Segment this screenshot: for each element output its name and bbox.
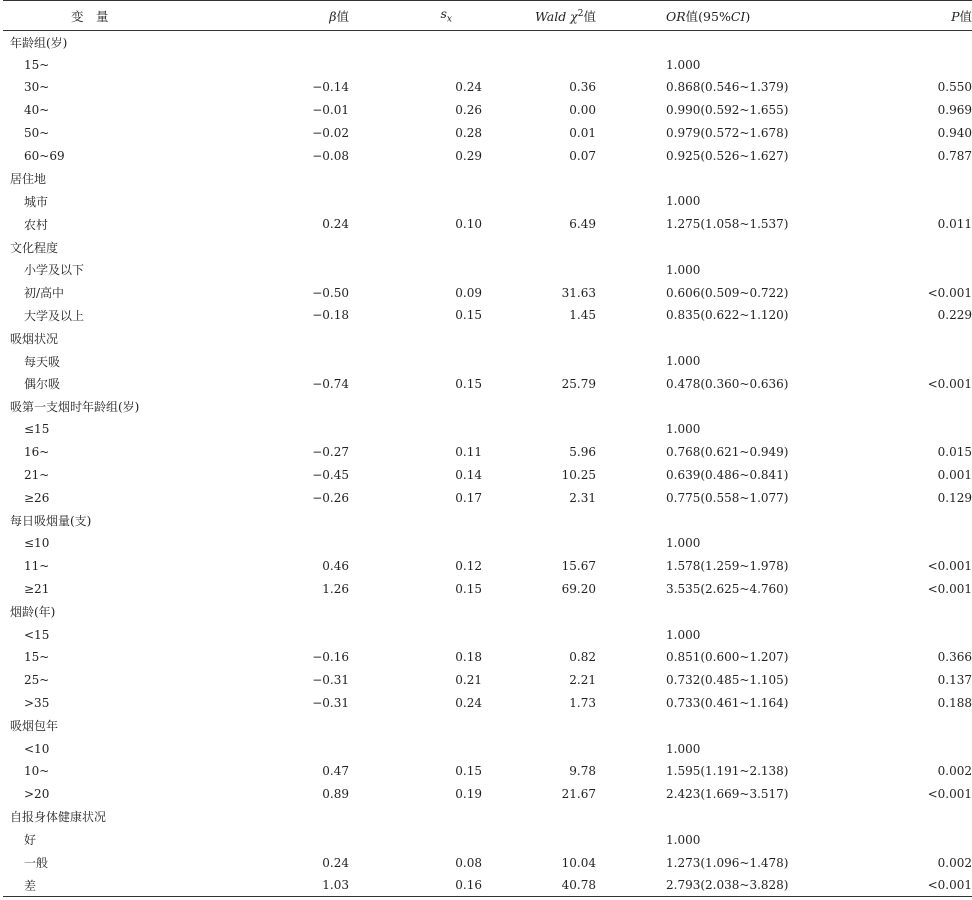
table-row bbox=[3, 144, 972, 167]
table-row bbox=[3, 623, 972, 646]
level-label: 50~ bbox=[24, 126, 50, 141]
wald-cell: 2.21 bbox=[569, 673, 596, 688]
or-ci-cell: 1.000 bbox=[666, 627, 701, 642]
level-label: 农村 bbox=[24, 217, 49, 232]
wald-cell: 2.31 bbox=[569, 490, 596, 505]
p-value-cell: <0.001 bbox=[927, 376, 972, 391]
wald-cell: 0.36 bbox=[569, 80, 596, 95]
or-ci-cell: 0.775(0.558~1.077) bbox=[666, 490, 789, 505]
or-ci-cell: 1.275(1.058~1.537) bbox=[666, 217, 789, 232]
level-label: 11~ bbox=[24, 559, 50, 574]
wald-cell bbox=[482, 53, 596, 76]
table-row bbox=[3, 258, 972, 281]
level-label: >20 bbox=[24, 787, 50, 802]
header-wald-suffix: 值 bbox=[583, 8, 596, 24]
se-cell: 0.09 bbox=[455, 285, 482, 300]
header-se-symbol: s bbox=[440, 6, 447, 22]
se-cell: 0.21 bbox=[455, 673, 482, 688]
se-cell: 0.16 bbox=[349, 874, 482, 897]
header-se-subscript: x bbox=[446, 14, 452, 25]
or-ci-cell: 0.733(0.461~1.164) bbox=[666, 696, 789, 710]
beta-cell: −0.14 bbox=[312, 80, 349, 95]
p-value-cell: <0.001 bbox=[927, 559, 972, 574]
header-variable bbox=[3, 1, 271, 31]
p-value-cell bbox=[902, 190, 972, 213]
header-variable-text: 变 量 bbox=[71, 8, 109, 24]
level-label: <15 bbox=[24, 627, 50, 642]
wald-cell: 6.49 bbox=[569, 217, 596, 232]
p-value-cell: <0.001 bbox=[927, 582, 972, 597]
p-value-cell: 0.787 bbox=[937, 148, 972, 163]
beta-cell: −0.08 bbox=[312, 148, 349, 163]
beta-cell: −0.18 bbox=[312, 308, 349, 323]
table-header bbox=[3, 1, 972, 31]
beta-cell bbox=[271, 190, 349, 213]
p-value-cell: 0.002 bbox=[937, 764, 972, 779]
table-row bbox=[3, 441, 972, 464]
beta-cell: −0.26 bbox=[312, 490, 349, 505]
group-row bbox=[3, 509, 972, 532]
level-label: <10 bbox=[24, 741, 50, 756]
p-value-cell: 0.015 bbox=[937, 445, 972, 460]
header-p-symbol: P bbox=[951, 8, 960, 24]
p-value-cell: 0.137 bbox=[937, 673, 972, 688]
wald-cell: 0.82 bbox=[569, 650, 596, 665]
level-label: 30~ bbox=[24, 80, 50, 95]
header-se bbox=[349, 1, 482, 31]
header-or-symbol: OR bbox=[666, 8, 686, 24]
group-label: 自报身体健康状况 bbox=[10, 810, 107, 825]
group-label: 吸第一支烟时年龄组(岁) bbox=[10, 400, 140, 415]
table-row bbox=[3, 532, 972, 555]
beta-cell: 0.24 bbox=[322, 855, 349, 870]
wald-cell: 0.07 bbox=[569, 148, 596, 163]
level-label: 大学及以上 bbox=[24, 308, 85, 323]
table-row bbox=[3, 486, 972, 509]
wald-cell: 21.67 bbox=[561, 787, 596, 802]
beta-cell bbox=[271, 53, 349, 76]
se-cell: 0.15 bbox=[455, 764, 482, 779]
wald-cell bbox=[482, 532, 596, 555]
or-ci-cell: 1.000 bbox=[666, 741, 701, 756]
beta-cell: 0.24 bbox=[322, 217, 349, 232]
header-row bbox=[3, 1, 972, 31]
or-ci-cell: 1.578(1.259~1.978) bbox=[666, 559, 789, 574]
p-value-cell: 0.550 bbox=[937, 80, 972, 95]
table-row bbox=[3, 281, 972, 304]
or-ci-cell: 0.835(0.622~1.120) bbox=[666, 308, 789, 323]
wald-cell: 31.63 bbox=[561, 285, 596, 300]
beta-cell bbox=[271, 350, 349, 373]
wald-cell: 25.79 bbox=[561, 376, 596, 391]
table-row bbox=[3, 578, 972, 601]
beta-cell bbox=[271, 418, 349, 441]
or-ci-cell: 1.273(1.096~1.478) bbox=[666, 855, 789, 870]
wald-cell: 69.20 bbox=[561, 582, 596, 597]
p-value-cell bbox=[902, 258, 972, 281]
level-label: 小学及以下 bbox=[24, 263, 85, 278]
level-label: 21~ bbox=[24, 468, 50, 483]
wald-cell: 10.04 bbox=[561, 855, 596, 870]
beta-cell bbox=[271, 258, 349, 281]
p-value-cell: 0.229 bbox=[937, 308, 972, 323]
group-label: 吸烟状况 bbox=[10, 331, 59, 346]
se-cell: 0.26 bbox=[455, 103, 482, 118]
se-cell bbox=[349, 418, 482, 441]
beta-cell: −0.16 bbox=[312, 650, 349, 665]
p-value-cell: <0.001 bbox=[927, 285, 972, 300]
level-label: ≥26 bbox=[24, 490, 50, 505]
or-ci-cell: 1.000 bbox=[666, 832, 701, 847]
p-value-cell: 0.129 bbox=[937, 490, 972, 505]
beta-cell: −0.50 bbox=[312, 285, 349, 300]
header-p bbox=[902, 1, 972, 31]
or-ci-cell: 1.000 bbox=[666, 422, 701, 437]
beta-cell: −0.74 bbox=[312, 376, 349, 391]
wald-cell bbox=[482, 828, 596, 851]
level-label: 差 bbox=[3, 874, 271, 897]
table-row bbox=[3, 122, 972, 145]
se-cell bbox=[349, 737, 482, 760]
wald-cell bbox=[482, 190, 596, 213]
table-row bbox=[3, 372, 972, 395]
level-label: 城市 bbox=[24, 194, 49, 209]
se-cell: 0.29 bbox=[455, 148, 482, 163]
p-value-cell: 0.011 bbox=[937, 217, 972, 232]
group-row bbox=[3, 236, 972, 259]
table-row bbox=[3, 692, 972, 715]
table-row bbox=[3, 874, 972, 897]
p-value-cell bbox=[902, 53, 972, 76]
level-label: 10~ bbox=[24, 764, 50, 779]
se-cell bbox=[349, 623, 482, 646]
p-value-cell: 0.001 bbox=[937, 468, 972, 483]
p-value-cell bbox=[902, 350, 972, 373]
header-beta bbox=[271, 1, 349, 31]
group-label: 居住地 bbox=[10, 172, 47, 187]
group-label: 烟龄(年) bbox=[10, 605, 56, 620]
table-row bbox=[3, 737, 972, 760]
p-value-cell: 0.366 bbox=[937, 650, 972, 665]
se-cell: 0.10 bbox=[455, 217, 482, 232]
beta-cell bbox=[271, 828, 349, 851]
level-label: 25~ bbox=[24, 673, 50, 688]
beta-cell bbox=[271, 532, 349, 555]
wald-cell: 0.01 bbox=[569, 126, 596, 141]
group-label: 吸烟包年 bbox=[10, 719, 59, 734]
level-label: 15~ bbox=[24, 57, 50, 72]
group-label: 文化程度 bbox=[10, 240, 59, 255]
p-value-cell: <0.001 bbox=[902, 874, 972, 897]
table-row bbox=[3, 304, 972, 327]
beta-cell: 0.47 bbox=[322, 764, 349, 779]
beta-cell: 1.26 bbox=[322, 582, 349, 597]
group-row bbox=[3, 167, 972, 190]
header-p-suffix: 值 bbox=[959, 8, 972, 24]
se-cell bbox=[349, 258, 482, 281]
se-cell: 0.15 bbox=[455, 376, 482, 391]
level-label: 好 bbox=[24, 833, 37, 848]
beta-cell: −0.45 bbox=[312, 468, 349, 483]
se-cell: 0.24 bbox=[455, 696, 482, 710]
or-ci-cell: 0.979(0.572~1.678) bbox=[666, 126, 789, 141]
se-cell: 0.18 bbox=[455, 650, 482, 665]
or-ci-cell: 2.423(1.669~3.517) bbox=[666, 787, 789, 802]
wald-cell: 1.73 bbox=[569, 696, 596, 710]
table-row bbox=[3, 851, 972, 874]
or-ci-cell: 1.000 bbox=[666, 194, 701, 209]
wald-cell: 5.96 bbox=[569, 445, 596, 460]
table-row bbox=[3, 555, 972, 578]
beta-cell: −0.31 bbox=[312, 673, 349, 688]
header-or bbox=[596, 1, 902, 31]
wald-cell: 0.00 bbox=[569, 103, 596, 118]
p-value-cell bbox=[902, 828, 972, 851]
p-value-cell bbox=[902, 532, 972, 555]
se-cell: 0.28 bbox=[455, 126, 482, 141]
table-row bbox=[3, 190, 972, 213]
header-wald bbox=[482, 1, 596, 31]
table-body bbox=[3, 31, 972, 897]
or-ci-cell: 0.925(0.526~1.627) bbox=[666, 148, 789, 163]
table-row bbox=[3, 418, 972, 441]
beta-cell: −0.27 bbox=[312, 445, 349, 460]
se-cell: 0.17 bbox=[455, 490, 482, 505]
header-or-ci: CI bbox=[730, 8, 746, 24]
p-value-cell bbox=[902, 418, 972, 441]
se-cell bbox=[349, 53, 482, 76]
table-row bbox=[3, 828, 972, 851]
table-row bbox=[3, 464, 972, 487]
beta-cell bbox=[271, 737, 349, 760]
header-beta-symbol: β bbox=[329, 8, 337, 24]
p-value-cell: 0.188 bbox=[937, 696, 972, 710]
se-cell bbox=[349, 828, 482, 851]
p-value-cell bbox=[902, 623, 972, 646]
wald-cell: 40.78 bbox=[482, 874, 596, 897]
or-ci-cell: 1.595(1.191~2.138) bbox=[666, 764, 789, 779]
or-ci-cell: 0.868(0.546~1.379) bbox=[666, 80, 789, 95]
se-cell bbox=[349, 190, 482, 213]
group-row bbox=[3, 395, 972, 418]
p-value-cell: 0.969 bbox=[937, 103, 972, 118]
se-cell: 0.11 bbox=[455, 445, 482, 460]
or-ci-cell: 0.606(0.509~0.722) bbox=[666, 285, 789, 300]
p-value-cell: 0.940 bbox=[937, 126, 972, 141]
beta-cell bbox=[271, 623, 349, 646]
p-value-cell: <0.001 bbox=[927, 787, 972, 802]
wald-cell bbox=[482, 350, 596, 373]
table-row bbox=[3, 669, 972, 692]
level-label: 60~69 bbox=[24, 148, 65, 163]
table-row bbox=[3, 646, 972, 669]
p-value-cell bbox=[902, 737, 972, 760]
or-ci-cell: 2.793(2.038~3.828) bbox=[596, 874, 902, 897]
or-ci-cell: 1.000 bbox=[666, 354, 701, 369]
level-label: ≤10 bbox=[24, 536, 50, 551]
level-label: ≥21 bbox=[24, 582, 50, 597]
header-wald-symbol: Wald χ bbox=[534, 8, 578, 24]
table-row bbox=[3, 99, 972, 122]
beta-cell: 0.89 bbox=[322, 787, 349, 802]
wald-cell bbox=[482, 258, 596, 281]
wald-cell bbox=[482, 623, 596, 646]
wald-cell: 9.78 bbox=[569, 764, 596, 779]
se-cell: 0.12 bbox=[455, 559, 482, 574]
header-beta-suffix: 值 bbox=[336, 8, 349, 24]
or-ci-cell: 3.535(2.625~4.760) bbox=[666, 582, 789, 597]
se-cell: 0.15 bbox=[455, 308, 482, 323]
table-row bbox=[3, 760, 972, 783]
group-label: 年龄组(岁) bbox=[10, 35, 68, 50]
level-label: 一般 bbox=[24, 856, 49, 871]
level-label: 偶尔吸 bbox=[24, 377, 61, 392]
or-ci-cell: 1.000 bbox=[666, 536, 701, 551]
beta-cell: 1.03 bbox=[271, 874, 349, 897]
level-label: 初/高中 bbox=[24, 286, 65, 301]
group-row bbox=[3, 600, 972, 623]
se-cell bbox=[349, 350, 482, 373]
se-cell: 0.24 bbox=[455, 80, 482, 95]
wald-cell: 15.67 bbox=[561, 559, 596, 574]
or-ci-cell: 0.990(0.592~1.655) bbox=[666, 103, 789, 118]
or-ci-cell: 0.732(0.485~1.105) bbox=[666, 673, 789, 688]
se-cell bbox=[349, 532, 482, 555]
se-cell: 0.08 bbox=[455, 855, 482, 870]
header-wald-superscript: 2 bbox=[577, 8, 584, 19]
se-cell: 0.14 bbox=[455, 468, 482, 483]
table-row bbox=[3, 76, 972, 99]
level-label: 15~ bbox=[24, 650, 50, 665]
group-row bbox=[3, 714, 972, 737]
level-label: >35 bbox=[24, 696, 50, 710]
group-row bbox=[3, 327, 972, 350]
or-ci-cell: 0.768(0.621~0.949) bbox=[666, 445, 789, 460]
wald-cell: 1.45 bbox=[569, 308, 596, 323]
level-label: ≤15 bbox=[24, 422, 50, 437]
header-or-close: ) bbox=[745, 8, 751, 24]
table-row bbox=[3, 213, 972, 236]
beta-cell: −0.31 bbox=[312, 696, 349, 710]
header-or-suffix: 值(95% bbox=[685, 8, 731, 24]
beta-cell: −0.02 bbox=[312, 126, 349, 141]
or-ci-cell: 1.000 bbox=[666, 57, 701, 72]
group-label: 每日吸烟量(支) bbox=[10, 514, 92, 529]
se-cell: 0.19 bbox=[455, 787, 482, 802]
or-ci-cell: 0.639(0.486~0.841) bbox=[666, 468, 789, 483]
level-label: 每天吸 bbox=[24, 354, 61, 369]
group-row bbox=[3, 806, 972, 829]
wald-cell bbox=[482, 737, 596, 760]
table-row bbox=[3, 783, 972, 806]
or-ci-cell: 1.000 bbox=[666, 262, 701, 277]
or-ci-cell: 0.478(0.360~0.636) bbox=[666, 376, 789, 391]
group-row bbox=[3, 31, 972, 54]
regression-table bbox=[3, 0, 972, 897]
wald-cell bbox=[482, 418, 596, 441]
wald-cell: 10.25 bbox=[561, 468, 596, 483]
beta-cell: 0.46 bbox=[322, 559, 349, 574]
p-value-cell: 0.002 bbox=[937, 855, 972, 870]
level-label: 40~ bbox=[24, 103, 50, 118]
table-row bbox=[3, 53, 972, 76]
se-cell: 0.15 bbox=[455, 582, 482, 597]
level-label: 16~ bbox=[24, 445, 50, 460]
beta-cell: −0.01 bbox=[312, 103, 349, 118]
table-row bbox=[3, 350, 972, 373]
or-ci-cell: 0.851(0.600~1.207) bbox=[666, 650, 789, 665]
